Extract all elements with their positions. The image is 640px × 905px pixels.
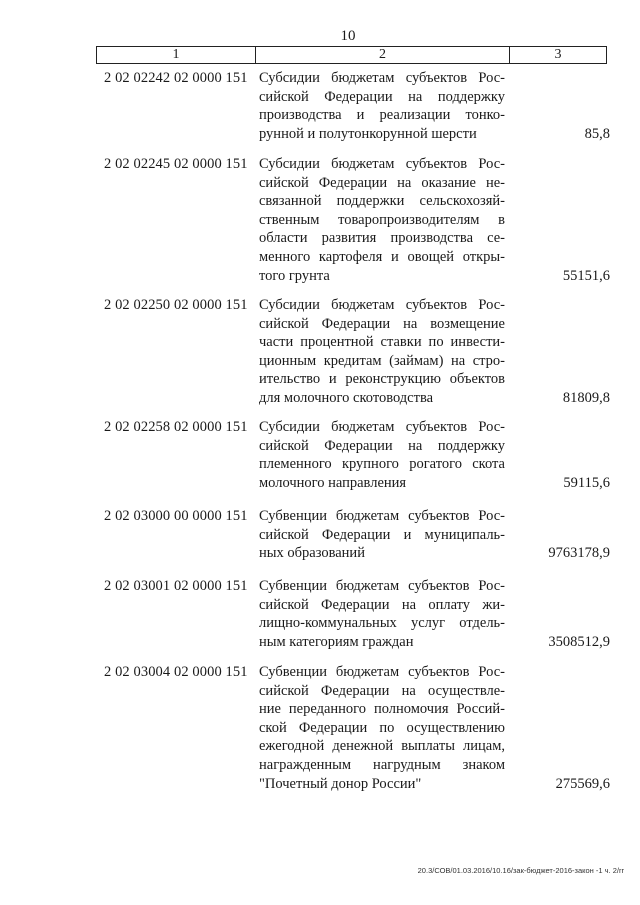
description-line: сийской Федерации на оплату жи- [259,596,505,613]
description [259,69,505,143]
description-line: Субсидии бюджетам субъектов Рос- [259,156,505,172]
budget-code: 2 02 03001 02 0000 151 [104,578,248,594]
description-line: того грунта [259,267,330,284]
description-line: ской Федерации по осуществлению [259,719,505,736]
description [259,577,505,651]
budget-code: 2 02 03004 02 0000 151 [104,664,248,680]
description-line: ным категориям граждан [259,633,414,650]
description-line: сийской Федерации на поддержку [259,437,505,454]
budget-code: 2 02 03000 00 0000 151 [104,508,248,524]
description-line: Субвенции бюджетам субъектов Рос- [259,508,505,524]
budget-code: 2 02 02258 02 0000 151 [104,419,248,435]
description [259,507,505,563]
description-line: Субвенции бюджетам субъектов Рос- [259,578,505,594]
amount: 55151,6 [562,267,610,284]
budget-code: 2 02 02250 02 0000 151 [104,297,248,313]
description-line: связанной поддержки сельскохозяй- [259,193,505,210]
description-line: сийской Федерации на оказание не- [259,174,505,191]
description [259,418,505,492]
description-line: "Почетный донор России" [259,775,422,792]
description [259,155,505,285]
page-number: 10 [340,28,356,44]
description-line: сийской Федерации и муниципаль- [259,526,505,543]
description-line: ционным кредитам (займам) на стро- [259,352,505,369]
table-header [96,46,607,64]
footer-reference: 20.3/СОВ/01.03.2016/10.16/зак-бюджет-2016-закон -1 ч. 2/rr [417,866,624,875]
description-line: племенного крупного рогатого скота [259,456,505,473]
header-col-1: 1 [97,47,256,63]
description-line: Субсидии бюджетам субъектов Рос- [259,70,505,86]
description-line: ние переданного полномочия Россий- [259,701,505,718]
description-line: сийской Федерации на возмещение [259,315,505,332]
description [259,296,505,408]
description-line: ительство и реконструкцию объектов [259,371,505,388]
amount: 81809,8 [562,390,610,406]
description-line: Субвенции бюджетам субъектов Рос- [259,664,505,680]
budget-code: 2 02 02245 02 0000 151 [104,156,248,172]
description-line: рунной и полутонкорунной шерсти [259,125,477,142]
description-line: ежегодной денежной выплаты лицам, [259,738,505,755]
description-line: области развития производства се- [259,230,505,247]
header-col-3: 3 [554,47,562,62]
amount: 275569,6 [555,775,610,792]
description-line: производства и реализации тонко- [259,107,505,124]
description-line: ных образований [259,545,365,562]
header-col-2: 2 [256,47,510,63]
amount: 85,8 [584,125,610,142]
description-line: Субсидии бюджетам субъектов Рос- [259,297,505,313]
description-line: сийской Федерации на поддержку [259,88,505,105]
amount: 9763178,9 [548,545,610,562]
description-line: сийской Федерации на осуществле- [259,682,505,699]
description-line: менного картофеля и овощей откры- [259,248,505,265]
budget-code: 2 02 02242 02 0000 151 [104,70,248,86]
description-line: лищно-коммунальных услуг отдель- [259,615,505,632]
amount: 59115,6 [563,474,610,491]
description-line: ственным товаропроизводителям в [259,211,505,228]
description-line: Субсидии бюджетам субъектов Рос- [259,419,505,435]
description-line: части процентной ставки по инвести- [259,334,505,351]
amount: 3508512,9 [548,633,610,650]
description-line: молочного направления [259,474,407,491]
description [259,663,505,793]
description-line: награжденным нагрудным знаком [259,756,505,773]
description-line: для молочного скотоводства [259,389,434,406]
